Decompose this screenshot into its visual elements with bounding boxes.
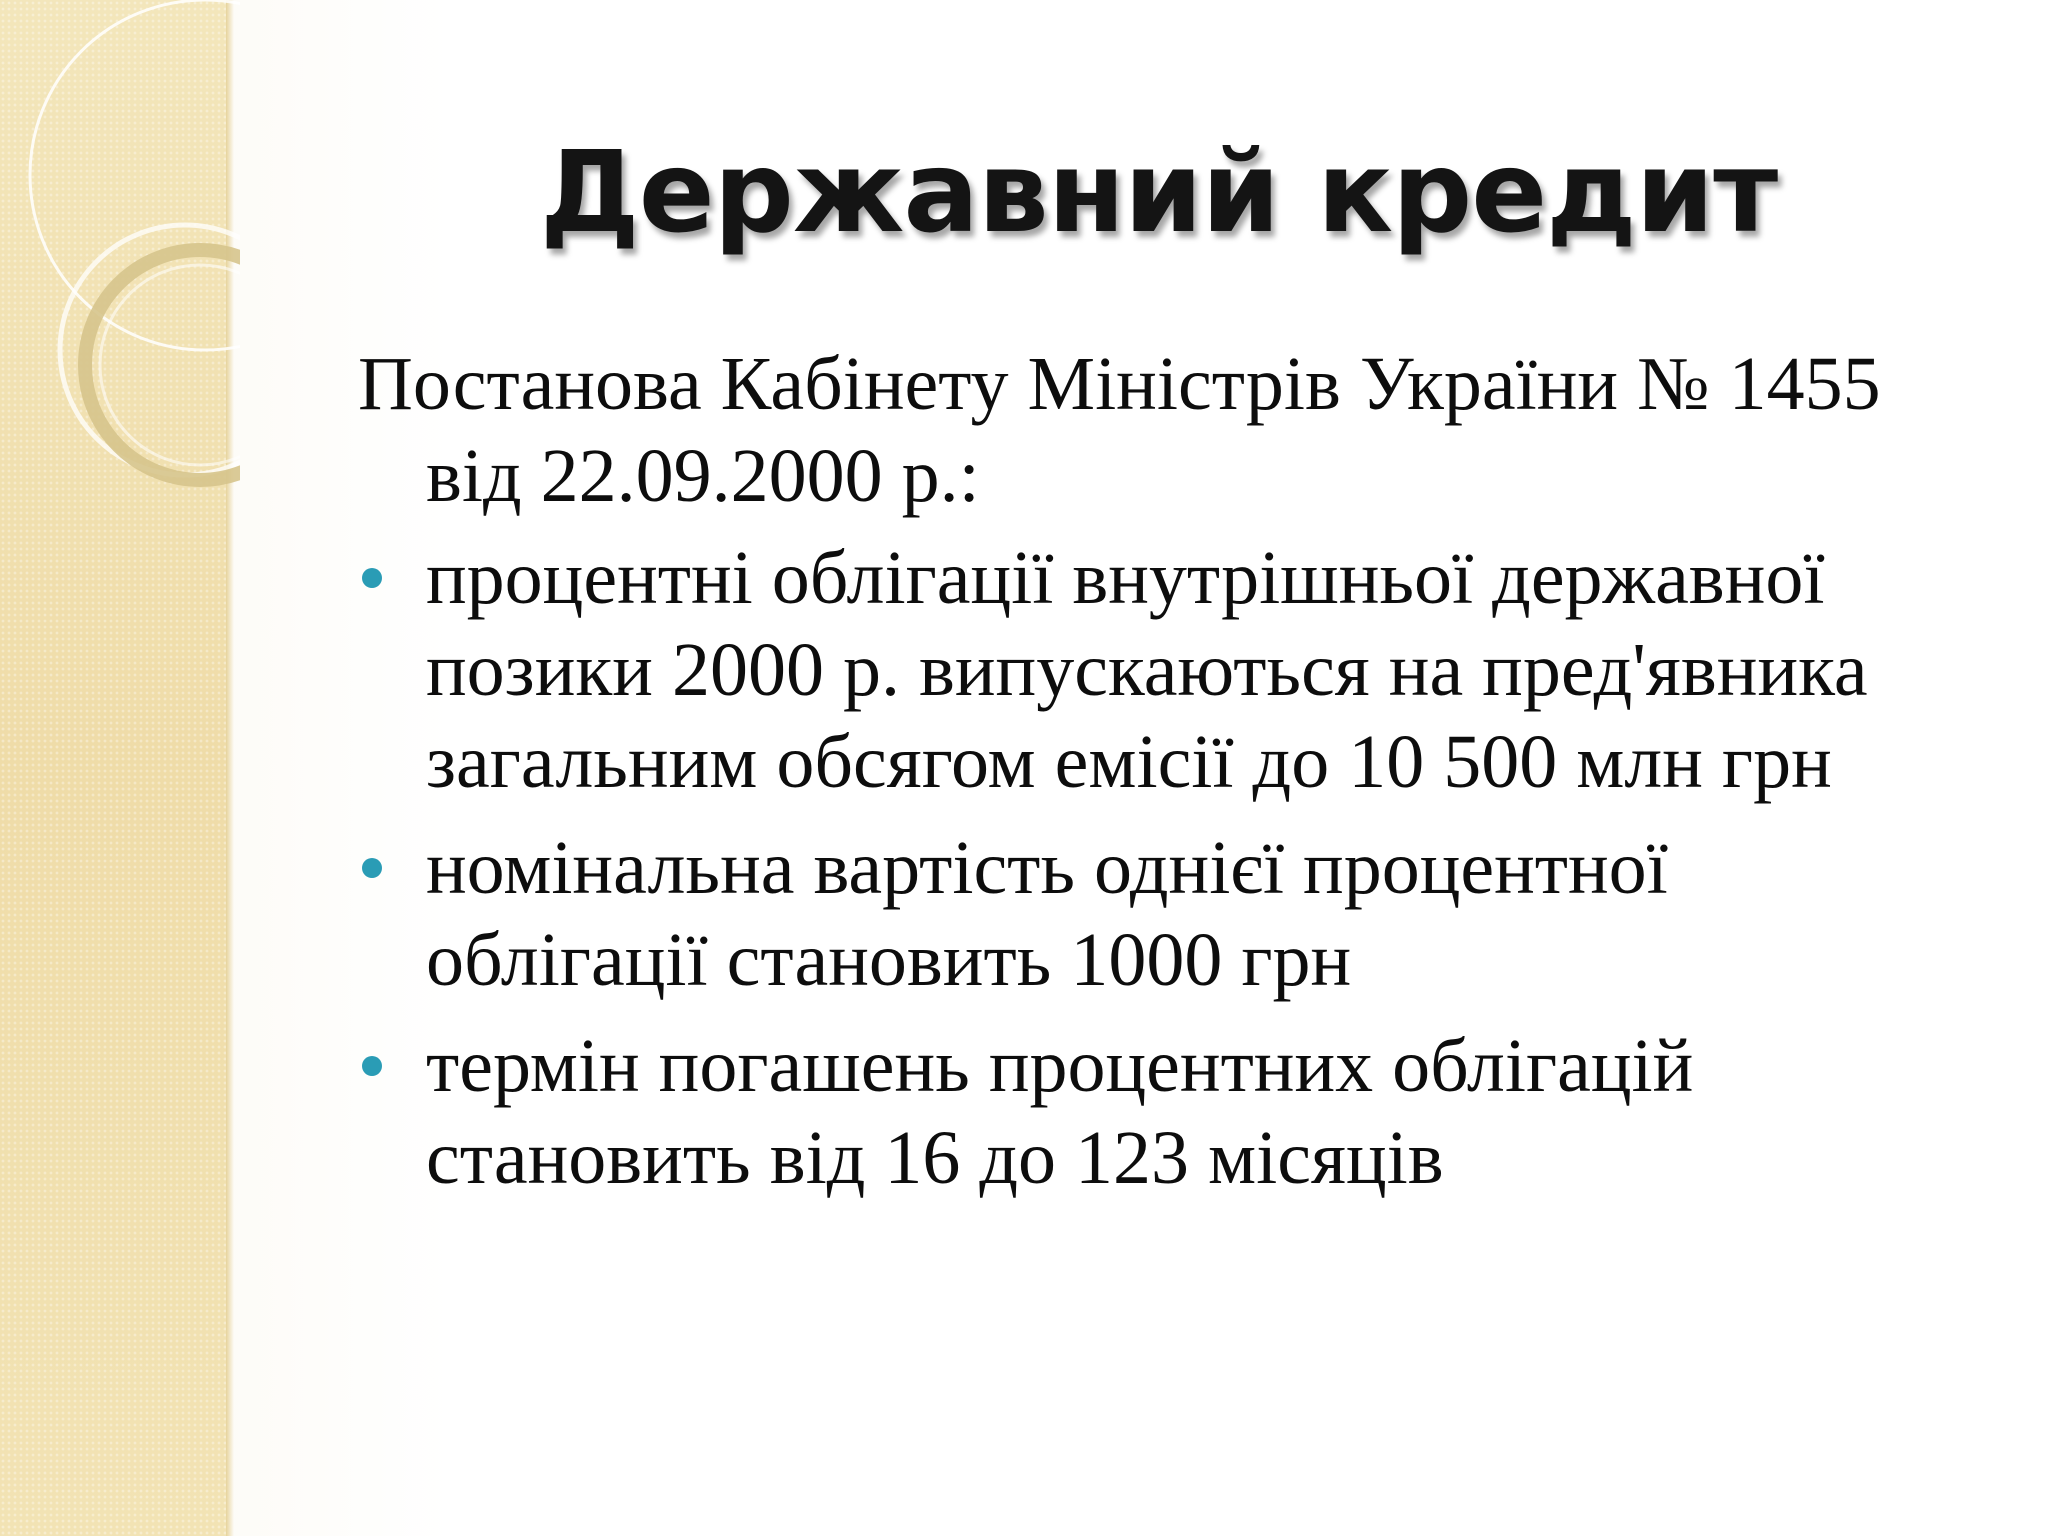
bullet-item <box>358 532 1918 808</box>
bullet-dot-icon <box>362 568 382 588</box>
bullet-item <box>358 822 1918 1006</box>
intro-paragraph: Постанова Кабінету Міністрів України № 1455 від 22.09.2000 р.: <box>358 342 1881 518</box>
bullet-item <box>358 1020 1918 1204</box>
slide-title: Державний кредит <box>540 128 1778 258</box>
bullet-list <box>358 532 1918 1204</box>
bullet-dot-icon <box>362 1056 382 1076</box>
bullet-text: номінальна вартість однієї процентної облігації становить 1000 грн <box>426 826 1668 1002</box>
slide-content <box>358 338 1918 1218</box>
decorative-rings-icon <box>0 0 240 520</box>
bullet-text: процентні облігації внутрішньої державної позики 2000 р. випускаються на пред'явника загальним обсягом емісії до 10 500 млн грн <box>426 536 1868 804</box>
bullet-text: термін погашень процентних облігацій становить від 16 до 123 місяців <box>426 1024 1694 1200</box>
bullet-dot-icon <box>362 858 382 878</box>
